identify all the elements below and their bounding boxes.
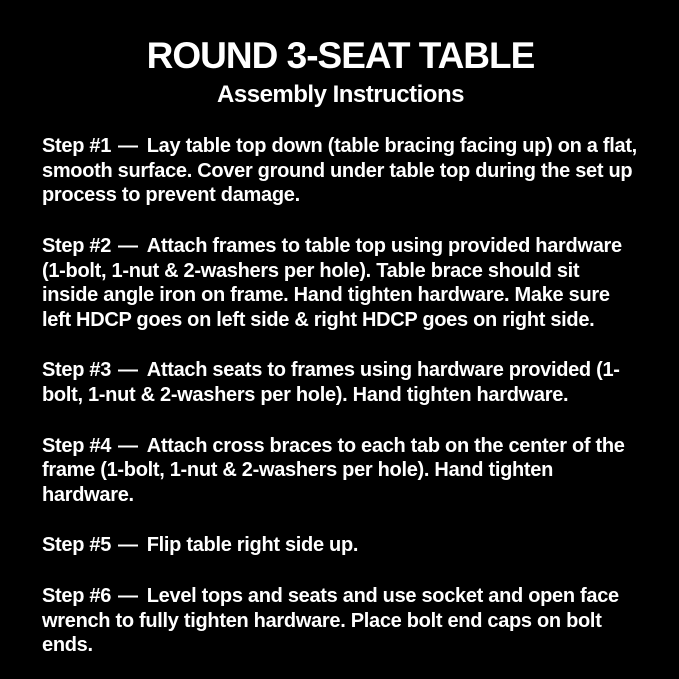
step-dash-separator: — [118, 235, 138, 258]
step-dash-separator: — [118, 534, 138, 557]
step-item [42, 434, 639, 508]
step-label: Step #5 [42, 534, 112, 557]
step-label: Step #3 [42, 359, 112, 382]
step-text: Flip table right side up. [146, 534, 359, 557]
step-item [42, 584, 639, 658]
step-text: Attach frames to table top using provided hardware (1-bolt, 1-nut & 2-washers per hole). Table brace should sit inside angle iron on frame. Hand tighten hardware. Make sure left HDCP goes on left side & right HDCP goes on right side. [42, 235, 622, 331]
step-item [42, 358, 639, 407]
step-text: Level tops and seats and use socket and open face wrench to fully tighten hardware. Place bolt end caps on bolt ends. [42, 585, 619, 657]
step-text: Attach cross braces to each tab on the center of the frame (1-bolt, 1-nut & 2-washers per hole). Hand tighten hardware. [42, 434, 625, 506]
steps-list [42, 134, 639, 658]
step-dash-separator: — [118, 434, 138, 457]
step-label: Step #1 [42, 135, 112, 158]
step-text: Lay table top down (table bracing facing up) on a flat, smooth surface. Cover ground under table top during the set up process to prevent damage. [42, 135, 637, 207]
step-label: Step #6 [42, 585, 112, 607]
step-item [42, 234, 639, 332]
step-label: Step #4 [42, 434, 112, 457]
step-label: Step #2 [42, 235, 112, 258]
step-dash-separator: — [118, 359, 138, 382]
step-dash-separator: — [118, 135, 138, 158]
step-dash-separator: — [118, 585, 138, 607]
step-item [42, 134, 639, 208]
page-title: ROUND 3-SEAT TABLE [146, 35, 535, 76]
page-subtitle: Assembly Instructions [217, 80, 464, 108]
step-text: Attach seats to frames using hardware provided (1-bolt, 1-nut & 2-washers per hole). Hand tighten hardware. [42, 359, 620, 407]
step-item [42, 533, 639, 558]
